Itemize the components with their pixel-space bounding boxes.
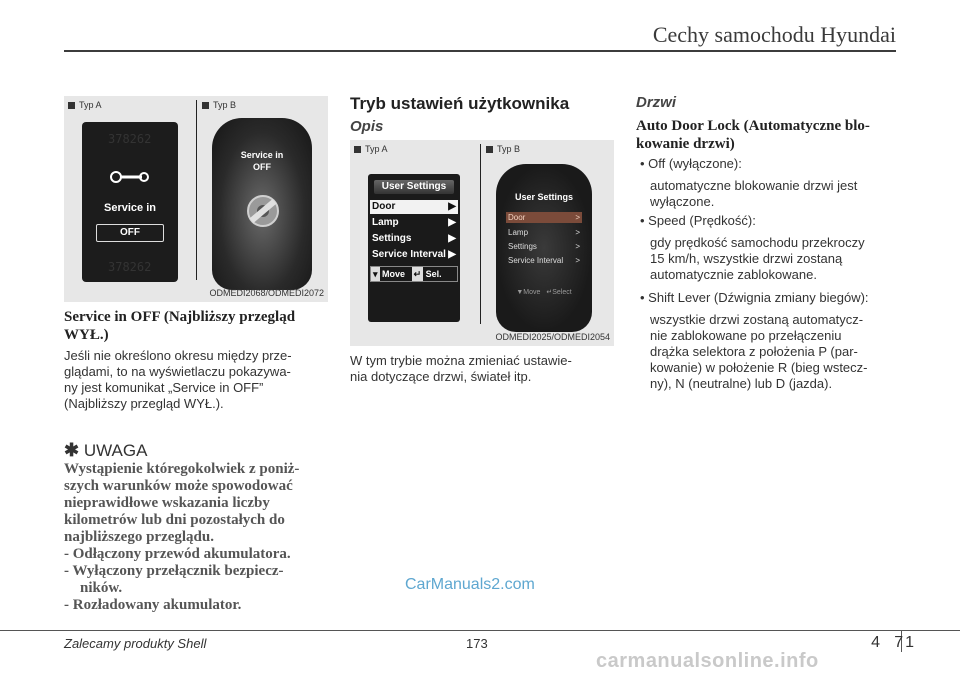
menu-b-item-service: Service Interval > (508, 256, 580, 265)
menu-a-item-lamp: Lamp ▶ (372, 217, 456, 228)
warning-cross-icon: ✱ (64, 440, 80, 460)
door-option-shift-lever: • Shift Lever (Dźwignia zmiany biegów): wszystkie drzwi zostaną automatycz- nie zablokowane po przełączeniu drążka selektora z położenia P (par- kowanie) w położenie R (bieg wstecz- ny), N (neutralne) lub D (jazda). (640, 290, 869, 391)
cluster-screen-type-a (82, 122, 178, 282)
user-settings-subheading: Opis (350, 118, 384, 135)
footer-rule (0, 630, 960, 631)
service-off-body: Jeśli nie określono okresu między prze- glądami, to na wyświetlaczu pokazywa- ny jest komunikat „Service in OFF” (Najbliższy przegląd WYŁ.). (64, 348, 292, 411)
watermark-carmanuals: CarManuals2.com (405, 576, 535, 593)
figure-label-type-b: Typ B (202, 100, 236, 110)
running-header-title: Cechy samochodu Hyundai (652, 22, 896, 47)
menu-b-footer: ▼Move ↵Select (516, 289, 572, 296)
figure-label-type-a: Typ A (68, 100, 102, 110)
footer-page-number: 173 (466, 636, 488, 651)
menu-a-item-service: Service Interval ▶ (372, 249, 456, 260)
menu-screen-type-b (496, 164, 592, 332)
figure-code: ODMEDI2068/ODMEDI2072 (209, 288, 324, 298)
cluster-screen-type-b (212, 118, 312, 290)
menu-a-footer: ▾ Move ↵ Sel. (370, 266, 458, 282)
enter-icon: ↵ (413, 269, 422, 279)
service-in-label-b: Service in (240, 150, 284, 160)
service-off-label-b: OFF (253, 162, 271, 172)
figure-user-settings (350, 140, 614, 346)
odometer-ghost-top: 378262 (108, 132, 152, 146)
odometer-ghost-bottom: 378262 (108, 260, 152, 274)
user-settings-body: W tym trybie można zmieniać ustawie- nia dotyczące drzwi, świateł itp. (350, 353, 572, 384)
auto-door-lock-heading: Auto Door Lock (Automatyczne blo- kowanie drzwi) (636, 118, 870, 152)
service-in-label: Service in (104, 202, 156, 214)
figure2-code: ODMEDI2025/ODMEDI2054 (495, 332, 610, 342)
menu-b-header: User Settings (514, 192, 574, 202)
enter-icon-b: ↵ (546, 289, 553, 296)
figure2-divider (480, 144, 481, 324)
service-off-heading: Service in OFF (Najbliższy przegląd WYŁ.) (64, 309, 296, 343)
door-option-speed: • Speed (Prędkość): gdy prędkość samochodu przekroczy 15 km/h, wszystkie drzwi zostaną automatycznie zablokowane. (640, 213, 865, 282)
door-option-off: • Off (wyłączone): automatyczne blokowanie drzwi jest wyłączone. (640, 156, 858, 209)
menu-b-item-lamp: Lamp > (508, 228, 580, 237)
wrench-gear-icon (240, 188, 286, 234)
move-down-icon-b: ▼ (516, 289, 524, 296)
menu-screen-type-a (368, 174, 460, 322)
wrench-icon (110, 170, 150, 184)
footer-left-text: Zalecamy produkty Shell (64, 636, 207, 651)
warning-heading: ✱ UWAGA (64, 440, 148, 460)
figure-divider (196, 100, 197, 280)
menu-a-header: User Settings (374, 180, 454, 194)
move-down-icon: ▾ (373, 269, 378, 279)
figure-service-interval (64, 96, 328, 302)
figure2-label-type-a: Typ A (354, 144, 388, 154)
menu-b-item-settings: Settings > (508, 242, 580, 251)
doors-heading: Drzwi (636, 94, 677, 111)
menu-a-item-settings: Settings ▶ (372, 233, 456, 244)
menu-b-item-door: Door > (508, 213, 580, 222)
service-off-box: OFF (96, 224, 164, 242)
figure2-label-type-b: Typ B (486, 144, 520, 154)
watermark-carmanualsonline: carmanualsonline.info (596, 650, 819, 672)
menu-a-item-door: Door ▶ (372, 201, 456, 212)
warning-body: Wystąpienie któregokolwiek z poniż- szych warunków może spowodować nieprawidłowe wskazania liczby kilometrów lub dni pozostałych do najbliższego przeglądu. - Odłączony przewód akumulatora. - Wyłączony przełącznik bezpiecz- ników. - Rozładowany akumulator. (64, 461, 300, 613)
user-settings-heading: Tryb ustawień użytkownika (350, 94, 570, 113)
header-rule (64, 50, 896, 52)
